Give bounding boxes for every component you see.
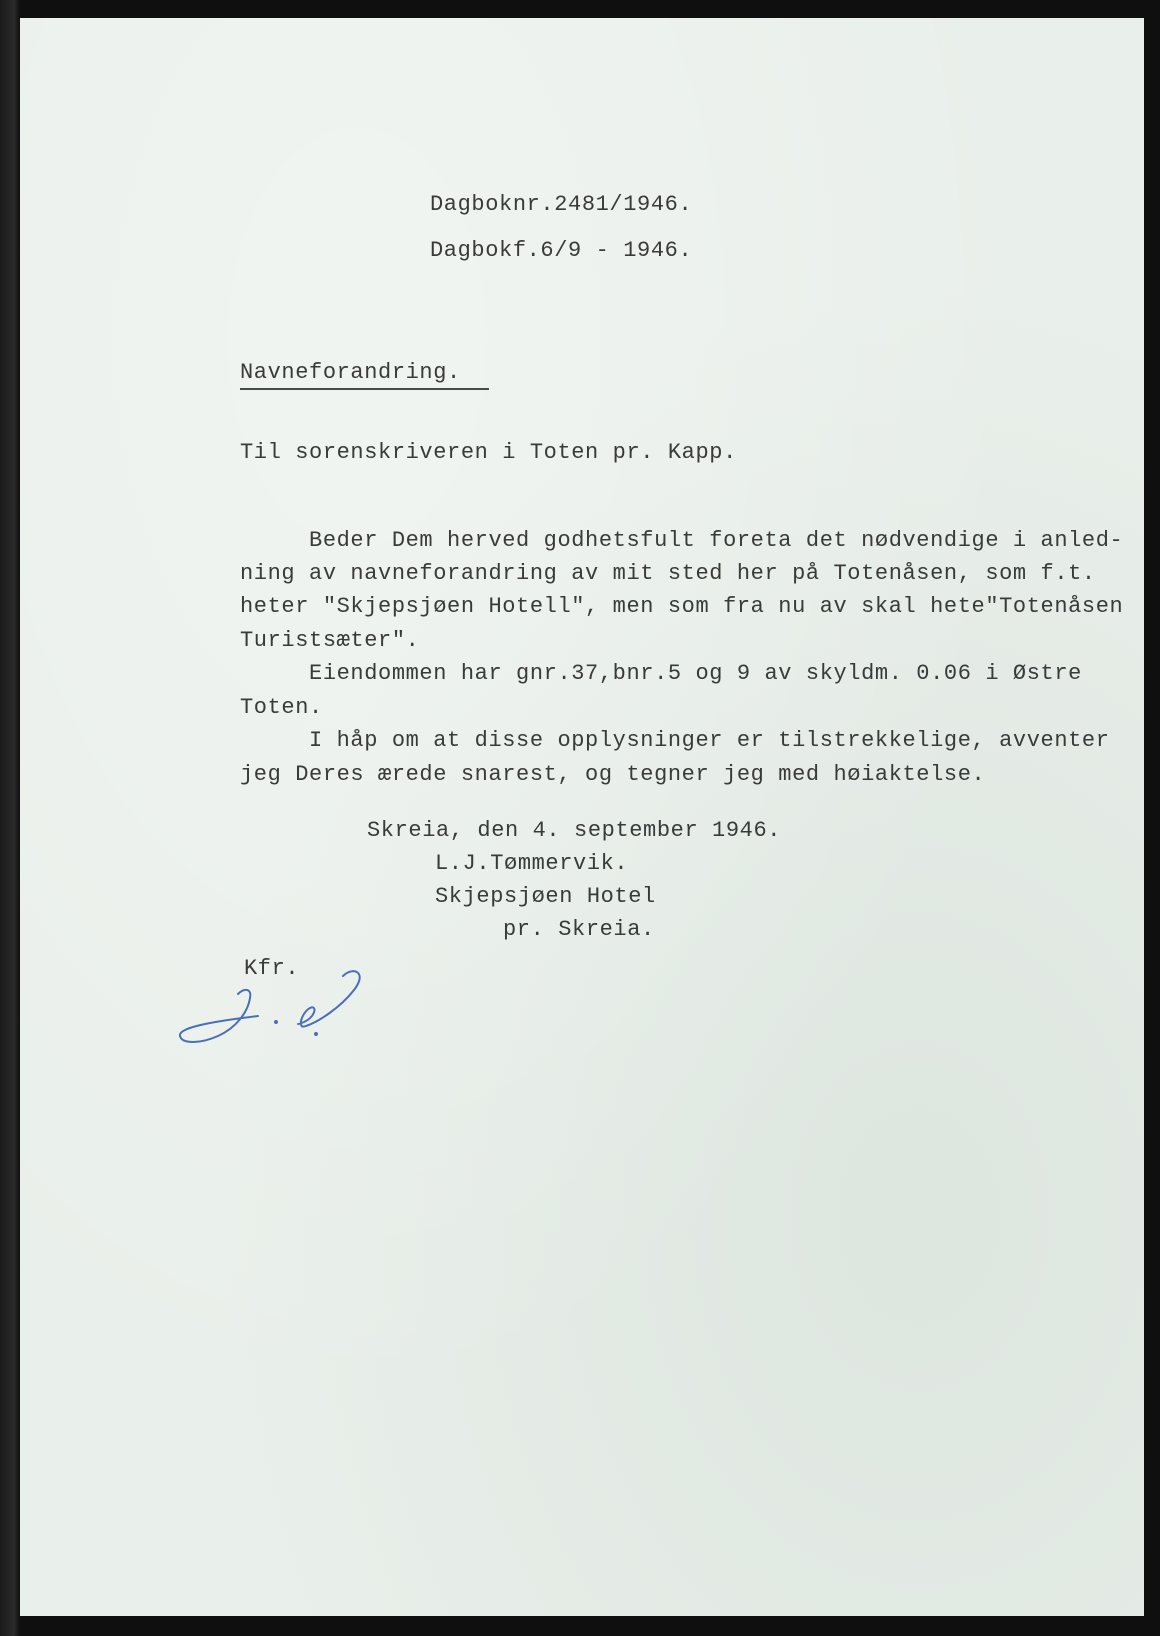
body-line: Turistsæter". [240, 628, 420, 653]
body-line: Eiendommen har gnr.37,bnr.5 og 9 av skyldm. 0.06 i Østre [240, 661, 1082, 686]
body-line: Beder Dem herved godhetsfult foreta det nødvendige i anled- [240, 528, 1124, 553]
subject-heading: Navneforandring. [240, 362, 489, 390]
journal-number: Dagboknr.2481/1946. [430, 192, 693, 217]
signatory-name: L.J.Tømmervik. [435, 851, 629, 876]
kfr-label: Kfr. [244, 956, 300, 981]
hotel-name: Skjepsjøen Hotel [435, 884, 656, 909]
handwritten-initials [178, 964, 378, 1060]
body-line: Toten. [240, 695, 323, 720]
body-line: ning av navneforandring av mit sted her på Totenåsen, som f.t. [240, 561, 1096, 586]
body-line: heter "Skjepsjøen Hotell", men som fra nu av skal hete"Totenåsen [240, 594, 1124, 619]
body-line: I håp om at disse opplysninger er tilstrekkelige, avventer [240, 728, 1110, 753]
addressee-line: Til sorenskriveren i Toten pr. Kapp. [240, 440, 737, 465]
hotel-location: pr. Skreia. [503, 917, 655, 942]
body-line: jeg Deres ærede snarest, og tegner jeg med høiaktelse. [240, 762, 986, 787]
journal-date: Dagbokf.6/9 - 1946. [430, 238, 693, 263]
place-and-date: Skreia, den 4. september 1946. [367, 818, 782, 843]
